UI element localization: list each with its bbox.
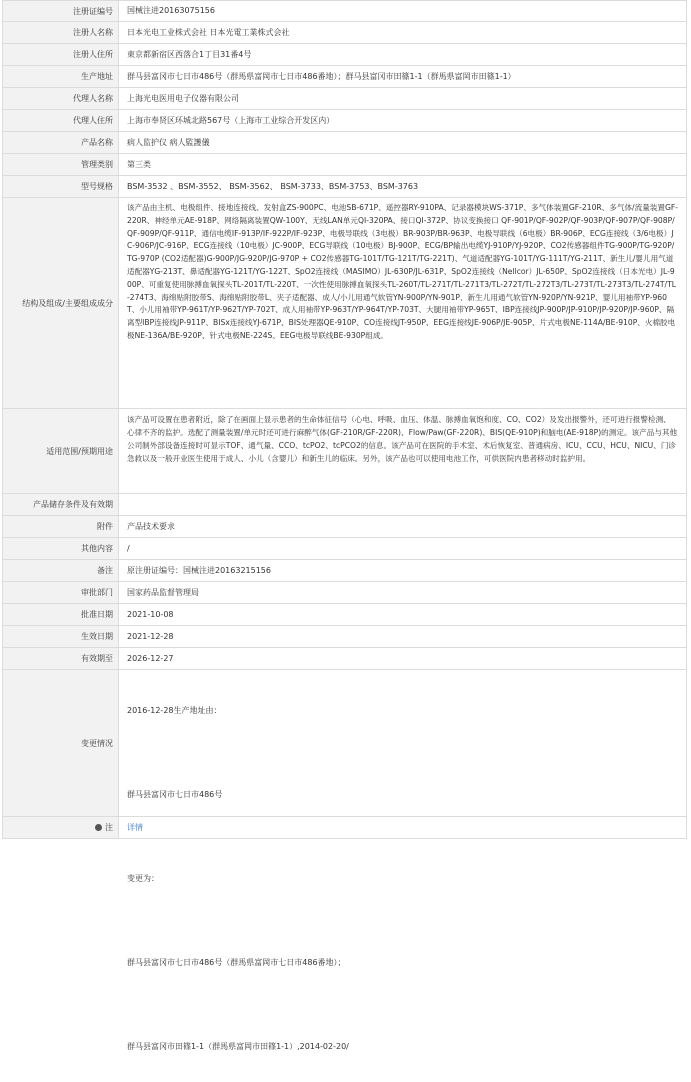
field-label: 注册证编号 (2, 1, 119, 21)
row-note (2, 817, 687, 839)
row-storage-conditions (2, 494, 687, 516)
field-label: 批准日期 (2, 604, 119, 625)
row-model-spec (2, 176, 687, 198)
row-structure-composition (2, 198, 687, 409)
row-agent-address (2, 110, 687, 132)
field-value: 上海市奉贤区环城北路567号（上海市工业综合开发区内） (119, 110, 687, 131)
field-value: 2021-12-28 (119, 626, 687, 647)
row-other-content (2, 538, 687, 560)
row-registrant-name (2, 22, 687, 44)
field-label: 结构及组成/主要组成成分 (2, 198, 119, 408)
field-value: 国械注进20163075156 (119, 1, 687, 21)
row-product-name (2, 132, 687, 154)
field-label: 附件 (2, 516, 119, 537)
field-value: 国家药品监督管理局 (119, 582, 687, 603)
row-approval-dept (2, 582, 687, 604)
change-line (127, 914, 678, 928)
field-label: 备注 (2, 560, 119, 581)
row-valid-until (2, 648, 687, 670)
field-value: 2021-10-08 (119, 604, 687, 625)
field-value (119, 817, 687, 838)
row-production-address (2, 66, 687, 88)
registration-table (2, 0, 687, 1051)
change-line (127, 998, 678, 1012)
field-label (2, 817, 119, 838)
field-value: BSM-3532 、BSM-3552、 BSM-3562、 BSM-3733、BSM-3753、BSM-3763 (119, 176, 687, 197)
field-value: / (119, 538, 687, 559)
change-line: 群马县富冈市田篠1-1（群馬県富岡市田篠1-1）,2014-02-20/ (127, 1042, 349, 1051)
row-remarks (2, 560, 687, 582)
change-line (127, 746, 678, 760)
change-line: 2016-12-28生产地址由： (127, 706, 222, 715)
field-value: 产品技术要求 (119, 516, 687, 537)
field-value: 群马县富冈市七日市486号（群馬県富岡市七日市486番地）；群马县富冈市田篠1-1（群馬県富岡市田篠1-1） (119, 66, 687, 87)
field-label: 代理人住所 (2, 110, 119, 131)
row-intended-use (2, 409, 687, 494)
row-attachment (2, 516, 687, 538)
note-label: 注 (105, 823, 113, 832)
field-label: 注册人名称 (2, 22, 119, 43)
field-label: 代理人名称 (2, 88, 119, 109)
info-icon (95, 824, 102, 831)
field-value: 2026-12-27 (119, 648, 687, 669)
field-value: 该产品由主机、电极组件、接地连接线、发射盒ZS-900PC、电池SB-671P、遥控器RY-910PA、记录器模块WS-371P、多气体装置GF-210R、多气体/流量装置GF-220R、神经单元AE-918P、网络隔离装置QW-100Y、无线LAN单元QI-320PA、接口QI-372P、协议变换接口 QF-901P/QF-902P/QF-903P/QF-907P/QF-908P/QF-909P/QF-911P、通信电缆IF-913P/IF-922P/IF-923P、电极导联线（3电极）BR-903P/BR-963P、电极导联线（6电极）BR-906P、ECG连接线（3/6电极）JC-906P/JC-916P、ECG连接线（10电极）JC-900P、ECG导联线（10电极）BJ-900P、ECG/BP输出电缆YJ-910P/YJ-920P、CO2传感器组件TG-900P/TG-920P/TG-970P (CO2适配器)G-900P/JG-920P/JG-970P + CO2传感器TG-101T/TG-121T/TG-221T)、气道适配器YG-101T/YG-111T/YG-211T、新生儿/婴儿用气道适配器YG-213T、鼻适配器YG-121T/YG-122T、SpO2连接线（MASIMO）JL-630P/JL-631P、SpO2连接线（Nellcor）JL-650P、SpO2连接线（日本光电）JL-900P、可重复使用脉搏血氧探头TL-201T/TL-220T、一次性使用脉搏血氧探头TL-260T/TL-271T/TL-271T3/TL-272T/TL-272T3/TL-273T/TL-273T3/TL-274T/TL-274T3、海绵贴附胶带S、海绵贴附胶带L、夹子适配器、成人/小儿用通气软管YN-900P/YN-901P、新生儿用通气软管YN-920P/YN-921P、婴儿用袖带YP-960T、小儿用袖带YP-961T/YP-962T/YP-702T、成人用袖带YP-963T/YP-964T/YP-703T、大腿用袖带YP-965T、IBP连接线JP-900P/JP-910P/JP-920P/JP-960P、隔离型IBP连接线JP-911P、BISx连接线YJ-671P、BIS处理器QE-910P、CO连接线JT-950P、EEG连接线JE-906P/JE-905P、片式电极NE-114A/BE-910P、火棉胶电极NE-136A/BE-920P、针式电极NE-224S、EEG电极导联线BE-930P组成。 (119, 198, 687, 408)
field-label: 其他内容 (2, 538, 119, 559)
field-value: 上海光电医用电子仪器有限公司 (119, 88, 687, 109)
field-value (119, 494, 687, 515)
field-label: 有效期至 (2, 648, 119, 669)
field-value: 東京都新宿区西落合1丁目31番4号 (119, 44, 687, 65)
row-effective-date (2, 626, 687, 648)
change-line: 群马县富冈市七日市486号（群馬県富岡市七日市486番地）； (127, 958, 346, 967)
field-value: 原注册证编号：国械注进20163215156 (119, 560, 687, 581)
row-approval-date (2, 604, 687, 626)
details-link[interactable]: 详情 (127, 822, 143, 832)
field-label: 型号规格 (2, 176, 119, 197)
field-label: 生效日期 (2, 626, 119, 647)
field-label: 管理类别 (2, 154, 119, 175)
field-value: 第三类 (119, 154, 687, 175)
field-label: 生产地址 (2, 66, 119, 87)
row-agent-name (2, 88, 687, 110)
row-management-class (2, 154, 687, 176)
row-reg-number (2, 0, 687, 22)
field-value: 病人监护仪 病人監護儀 (119, 132, 687, 153)
change-line: 变更为： (127, 874, 159, 883)
field-label: 注册人住所 (2, 44, 119, 65)
field-value: 该产品可设置在患者附近，除了在画面上显示患者的生命体征信号（心电、呼吸、血压、体温、脉搏血氧饱和度、CO、CO2）及发出报警外，还可进行报警检测、心律不齐的监护。选配了测量装置/单元时还可进行麻醉气体(GF-210R/GF-220R)、Flow/Paw(GF-220R)、BIS(QE-910P)和脑电(AE-918P)的测定。该产品与其他公司制外部设备连接时可显示TOF、通气量、CCO、tcPO2、tcPCO2的信息。该产品可在医院的手术室、术后恢复室、普通病房、ICU、CCU、HCU、NICU、门诊急救以及一般开业医生使用于成人、小儿（含婴儿）和新生儿的临床。另外，该产品也可以使用电池工作，可供医院内患者移动时监护用。 (119, 409, 687, 493)
change-line: 群马县富冈市七日市486号 (127, 790, 223, 799)
field-value: 日本光电工业株式会社 日本光電工業株式会社 (119, 22, 687, 43)
field-label: 产品储存条件及有效期 (2, 494, 119, 515)
field-label: 审批部门 (2, 582, 119, 603)
field-label: 产品名称 (2, 132, 119, 153)
field-label: 变更情况 (2, 670, 119, 816)
field-label: 适用范围/预期用途 (2, 409, 119, 493)
row-registrant-address (2, 44, 687, 66)
